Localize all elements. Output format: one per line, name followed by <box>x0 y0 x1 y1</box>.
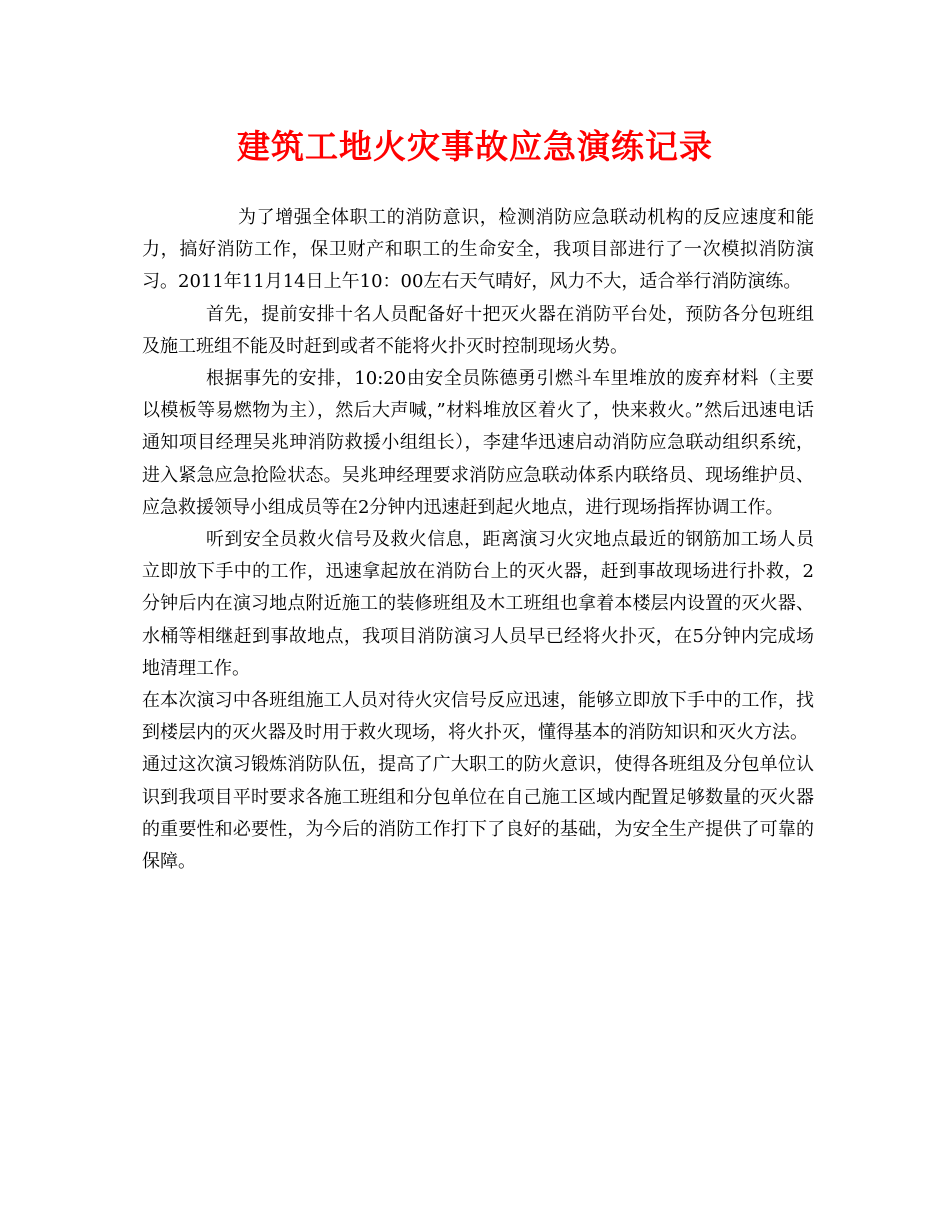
paragraph-response: 听到安全员救火信号及救火信息，距离演习火灾地点最近的钢筋加工场人员立即放下手中的工作，迅速拿起放在消防台上的灭火器，赶到事故现场进行扑救，2分钟后内在演习地点附近施工的装修班组及木工班组也拿着本楼层内设置的灭火器、水桶等相继赶到事故地点，我项目消防演习人员早已经将火扑灭，在5分钟内完成场地清理工作。 <box>142 529 814 679</box>
paragraph-ignition: 根据事先的安排，10:20由安全员陈德勇引燃斗车里堆放的废弃材料（主要以模板等易燃物为主），然后大声喊，”材料堆放区着火了，快来救火。”然后迅速电话通知项目经理吴兆珅消防救援小组组长），李建华迅速启动消防应急联动组织系统，进入紧急应急抢险状态。吴兆珅经理要求消防应急联动体系内联络员、现场维护员、应急救援领导小组成员等在2分钟内迅速赶到起火地点，进行现场指挥协调工作。 <box>142 368 814 518</box>
document-body <box>142 202 814 878</box>
document-title: 建筑工地火灾事故应急演练记录 <box>237 127 713 166</box>
paragraph-conclusion: 通过这次演习锻炼消防队伍，提高了广大职工的防火意识，使得各班组及分包单位认识到我项目平时要求各施工班组和分包单位在自己施工区域内配置足够数量的灭火器的重要性和必要性，为今后的消防工作打下了良好的基础，为安全生产提供了可靠的保障。 <box>142 754 814 873</box>
paragraph-evaluation: 在本次演习中各班组施工人员对待火灾信号反应迅速，能够立即放下手中的工作，找到楼层内的灭火器及时用于救火现场，将火扑灭，懂得基本的消防知识和灭火方法。 <box>142 690 814 744</box>
paragraph-preparation: 首先，提前安排十名人员配备好十把灭火器在消防平台处，预防各分包班组及施工班组不能及时赶到或者不能将火扑灭时控制现场火势。 <box>142 303 814 357</box>
paragraph-intro: 为了增强全体职工的消防意识，检测消防应急联动机构的反应速度和能力，搞好消防工作，保卫财产和职工的生命安全，我项目部进行了一次模拟消防演习。2011年11月14日上午10：00左右天气晴好，风力不大，适合举行消防演练。 <box>142 207 814 293</box>
